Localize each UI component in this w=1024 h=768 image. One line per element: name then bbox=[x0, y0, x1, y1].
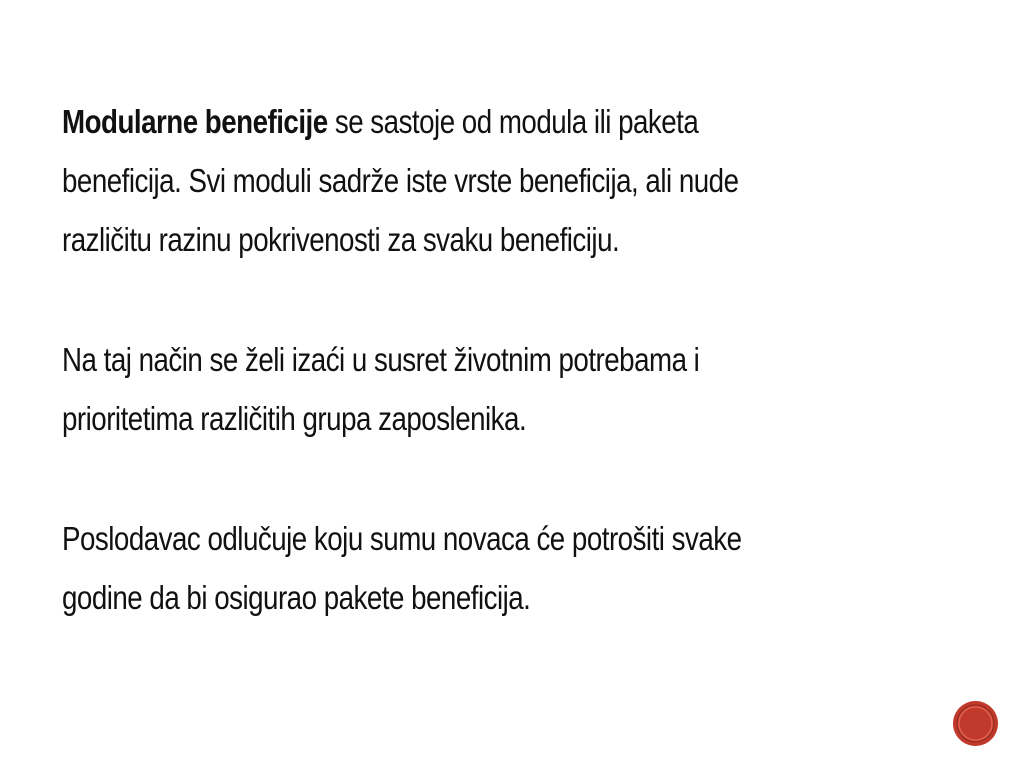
slide-body bbox=[62, 92, 818, 688]
line-text: se sastoje od modula ili paketa bbox=[327, 103, 699, 140]
paragraph-line: različitu razinu pokrivenosti za svaku beneficiju. bbox=[62, 221, 620, 258]
paragraph-line: prioritetima različitih grupa zaposlenika. bbox=[62, 400, 527, 437]
paragraph-employer bbox=[62, 509, 818, 627]
paragraph-line: Poslodavac odlučuje koju sumu novaca će potrošiti svake bbox=[62, 520, 742, 557]
bold-term: Modularne beneficije bbox=[62, 103, 328, 140]
paragraph-line: godine da bi osigurao pakete beneficija. bbox=[62, 579, 531, 616]
paragraph-needs bbox=[62, 330, 818, 448]
paragraph-line bbox=[62, 92, 818, 151]
paragraph-modular-benefits bbox=[62, 92, 818, 269]
red-circle-icon bbox=[952, 700, 999, 747]
paragraph-line: beneficija. Svi moduli sadrže iste vrste beneficija, ali nude bbox=[62, 162, 739, 199]
paragraph-line: Na taj način se želi izaći u susret životnim potrebama i bbox=[62, 341, 700, 378]
